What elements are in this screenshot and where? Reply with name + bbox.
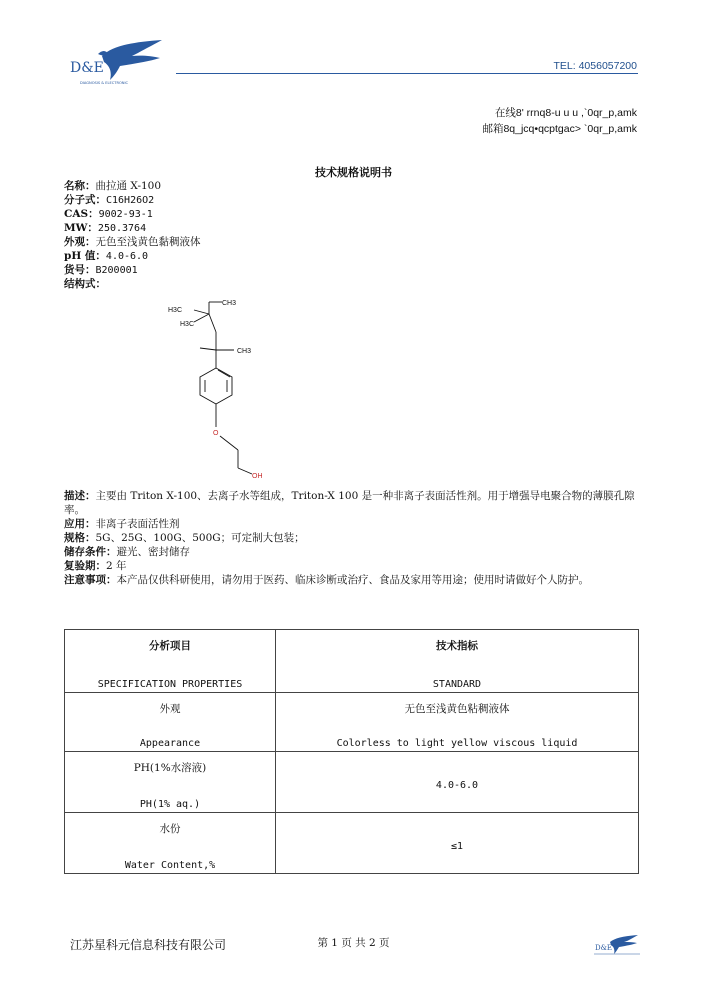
row-appearance-item-en: Appearance (139, 738, 201, 749)
structure-label-h3c-upper: H3C (168, 307, 183, 314)
table-row (65, 693, 639, 752)
table-header-row (65, 630, 639, 693)
field-mw-label: MW： (64, 222, 98, 234)
paragraph-storage (64, 545, 644, 559)
row-ph-item-en: PH(1% aq.) (139, 799, 201, 810)
description-label: 描述： (64, 490, 96, 502)
footer-page-number: 第 1 页 共 2 页 (317, 937, 390, 949)
paragraph-retest (64, 559, 644, 573)
field-name (64, 179, 161, 193)
header-divider (176, 73, 638, 74)
field-ph-value: 4.0-6.0 (105, 251, 149, 262)
svg-text:D&E: D&E (70, 60, 104, 76)
header-properties-cn: 分析项目 (149, 640, 191, 652)
specification-table (64, 629, 639, 874)
field-appearance-value: 无色至浅黄色黏稠液体 (95, 236, 201, 248)
field-item-no-value: B200001 (95, 265, 138, 276)
field-name-label: 名称： (64, 180, 96, 192)
field-formula-label: 分子式： (64, 194, 106, 206)
application-value: 非离子表面活性剂 (95, 518, 180, 530)
svg-text:DIAGNOSIS & ELECTRONIC: DIAGNOSIS & ELECTRONIC (80, 81, 129, 85)
field-cas (64, 207, 153, 222)
field-appearance-label: 外观： (64, 236, 96, 248)
structure-label-ch3-top: CH3 (222, 300, 237, 307)
row-ph-standard-value: 4.0-6.0 (435, 780, 479, 791)
paragraph-notes (64, 573, 644, 587)
field-item-no (64, 263, 138, 278)
paragraph-application (64, 517, 644, 531)
field-mw-value: 250.3764 (97, 223, 147, 234)
header-cell-standard (276, 630, 639, 693)
contact-website: 在线8' rrnq8-u u u ,`0qr_p,amk (494, 107, 637, 119)
field-ph-label: pH 值： (64, 250, 106, 262)
field-cas-label: CAS： (64, 208, 99, 220)
specs-value: 5G、25G、100G、500G；可定制大包装； (95, 532, 305, 544)
footer-logo (592, 934, 642, 958)
company-logo (62, 38, 172, 90)
structural-formula (160, 292, 270, 487)
document-title: 技术规格说明书 (315, 166, 392, 179)
structure-label-ch3-right: CH3 (237, 348, 252, 355)
row-ph-item-cn: PH(1%水溶液) (133, 762, 207, 774)
row-appearance-standard (276, 693, 639, 752)
notes-label: 注意事项： (64, 574, 117, 586)
table-row (65, 752, 639, 813)
field-cas-value: 9002-93-1 (98, 209, 153, 220)
field-appearance (64, 235, 201, 249)
row-water-standard (276, 813, 639, 874)
row-water-item (65, 813, 276, 874)
row-ph-item (65, 752, 276, 813)
field-formula-value: C16H26O2 (106, 195, 155, 206)
row-appearance-item-cn: 外观 (159, 703, 181, 715)
paragraph-description (64, 489, 644, 517)
specs-label: 规格： (64, 532, 96, 544)
field-structure-label: 结构式： (64, 278, 106, 290)
retest-label: 复验期： (64, 560, 106, 572)
footer-company-name: 江苏星科元信息科技有限公司 (70, 938, 227, 952)
header-properties-en: SPECIFICATION PROPERTIES (97, 679, 243, 690)
storage-value: 避光、密封储存 (116, 546, 190, 558)
description-value: 主要由 Triton X-100、去离子水等组成，Triton-X 100 是一种非离子表面活性剂。用于增强导电聚合物的薄膜孔隙率。 (64, 490, 635, 516)
header-telephone: TEL: 4056057200 (553, 60, 637, 72)
row-appearance-item (65, 693, 276, 752)
header-cell-properties (65, 630, 276, 693)
table-row (65, 813, 639, 874)
row-appearance-standard-cn: 无色至浅黄色粘稠液体 (404, 703, 510, 715)
svg-text:D&E: D&E (595, 944, 612, 952)
row-ph-standard (276, 752, 639, 813)
row-water-item-cn: 水份 (159, 823, 181, 835)
header-standard-en: STANDARD (432, 679, 482, 690)
application-label: 应用： (64, 518, 96, 530)
notes-value: 本产品仅供科研使用，请勿用于医药、临床诊断或治疗、食品及家用等用途；使用时请做好个人防护。 (116, 574, 589, 586)
row-appearance-standard-en: Colorless to light yellow viscous liquid (336, 738, 578, 749)
field-structure (64, 277, 106, 291)
field-formula (64, 193, 154, 208)
field-name-value: 曲拉通 X-100 (95, 180, 162, 192)
field-ph (64, 249, 148, 264)
structure-label-o: O (213, 430, 219, 437)
contact-email: 邮箱8q_jcq•qcptgac> `0qr_p,amk (482, 123, 637, 135)
paragraph-specs (64, 531, 644, 545)
field-item-no-label: 货号： (64, 264, 96, 276)
storage-label: 储存条件： (64, 546, 117, 558)
row-water-standard-value: ≤1 (450, 841, 464, 852)
structure-label-oh: OH (252, 473, 263, 480)
row-water-item-en: Water Content,% (124, 860, 216, 871)
structure-label-h3c-lower: H3C (180, 321, 195, 328)
header-standard-cn: 技术指标 (436, 640, 478, 652)
field-mw (64, 221, 146, 236)
retest-value: 2 年 (106, 560, 127, 572)
